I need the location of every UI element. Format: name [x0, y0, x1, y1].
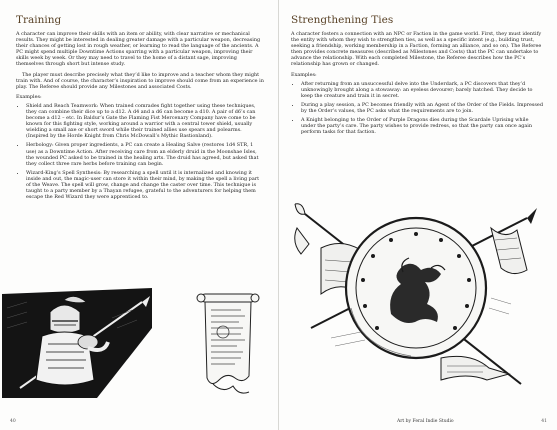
ties-examples-list — [291, 81, 543, 136]
coin-banner-illustration — [291, 188, 541, 406]
training-paragraph-2: The player must describe precisely what they’d like to improve and a teacher whom they might train with. And of course, the character’s inspiration to improve should come from an experience in play. The Referee should provide any Milestones and associated Costs. — [16, 71, 264, 90]
training-examples-list — [16, 103, 264, 200]
left-page — [0, 0, 278, 430]
training-paragraph-1: A character can improve their skills with an item or ability, with clear narrative or mechanical results. They might be interested in dealing greater damage with a particular weapon, decreasing their chances of getting lost in rough weather, or learning to read the language of the ancients. A PC might spend multiple Downtime Actions sparring with a particular weapon, improving their skills week by week. Or they may need to travel to the home of a distant sage, improving themselves through short but intense study. — [16, 31, 261, 68]
list-item: • During a play session, a PC becomes friendly with an Agent of the Order of the Fields. Impressed by the Order’s values, the PC asks what the requirements are to join. — [301, 102, 543, 114]
list-item: • A Knight belonging to the Order of Purple Dragons dies during the Scardale Uprising while under the party’s care. The party wishes to provide redress, so that the party can once again perform tasks for that faction. — [301, 117, 543, 135]
ties-examples-label: Examples: — [291, 71, 317, 78]
list-item: • Shield and Reach Teamwork: When trained comrades fight together using these techniques, they can combine their dice up to a d12. A d4 and a d6 can become a d10. A pair of d6’s can become a d12 – etc. In Baldur’s Gate the Flaming Fist Mercenary Company have come to be known for this fighting style, working around a warrior with a central tower shield, usually wielding a small axe or short sword while their trained allies use spears and polearms. (Inspired by the Horde Knight from Chris McDowall’s Mythic Bastionland). — [26, 103, 264, 140]
page-number-left: 40 — [10, 419, 16, 424]
training-heading: Training — [16, 14, 62, 26]
right-page — [279, 0, 557, 430]
strengthening-ties-heading: Strengthening Ties — [291, 14, 394, 26]
training-examples-label: Examples: — [16, 93, 42, 100]
page-number-right: 41 — [541, 419, 547, 424]
art-credit: Art by Feral Indie Studio — [397, 419, 454, 424]
strengthening-ties-paragraph: A character fosters a connection with an NPC or Faction in the game world. First, they must identify the entity with whom they wish to strengthen ties, as well as a specific intent (e.g., building trust, seeking a friendship, working membership in a Faction, forming an alliance, and so on). The Referee then provides concrete measures (described as Milestones and Costs) that the PC can undertake to advance the relationship. With each completed Milestone, the Referee describes how the PC’s relationship has grown or changed. — [291, 31, 542, 68]
list-item: • Herbology: Given proper ingredients, a PC can create a Healing Salve (restores 1d4 STR, 1 use) as a Downtime Action. After receiving care from an elderly druid in the Moonshae Isles, the wounded PC asked to be trained in the healing arts. The druid has agreed, but asked that they collect three rare herbs before training can begin. — [26, 142, 264, 166]
scroll-illustration — [193, 292, 263, 400]
list-item: • Wizard-King’s Spell Synthesis: By researching a spell until it is internalized and knowing it inside and out, the magic-user can store it within their mind, by making the spell a living part of the Weave. The spell will grow, change and change the caster over time. This technique is taught to a party member by a Thayan refugee, grateful to the adventurers for helping them escape the Red Wizard they were apprenticed to. — [26, 170, 264, 200]
list-item: • After returning from an unsuccessful delve into the Underdark, a PC discovers that they’d unknowingly brought along a stowaway: an eyeless devourer; barely hatched. They decide to keep the creature and train it in secret. — [301, 81, 543, 99]
knight-illustration — [2, 288, 152, 398]
